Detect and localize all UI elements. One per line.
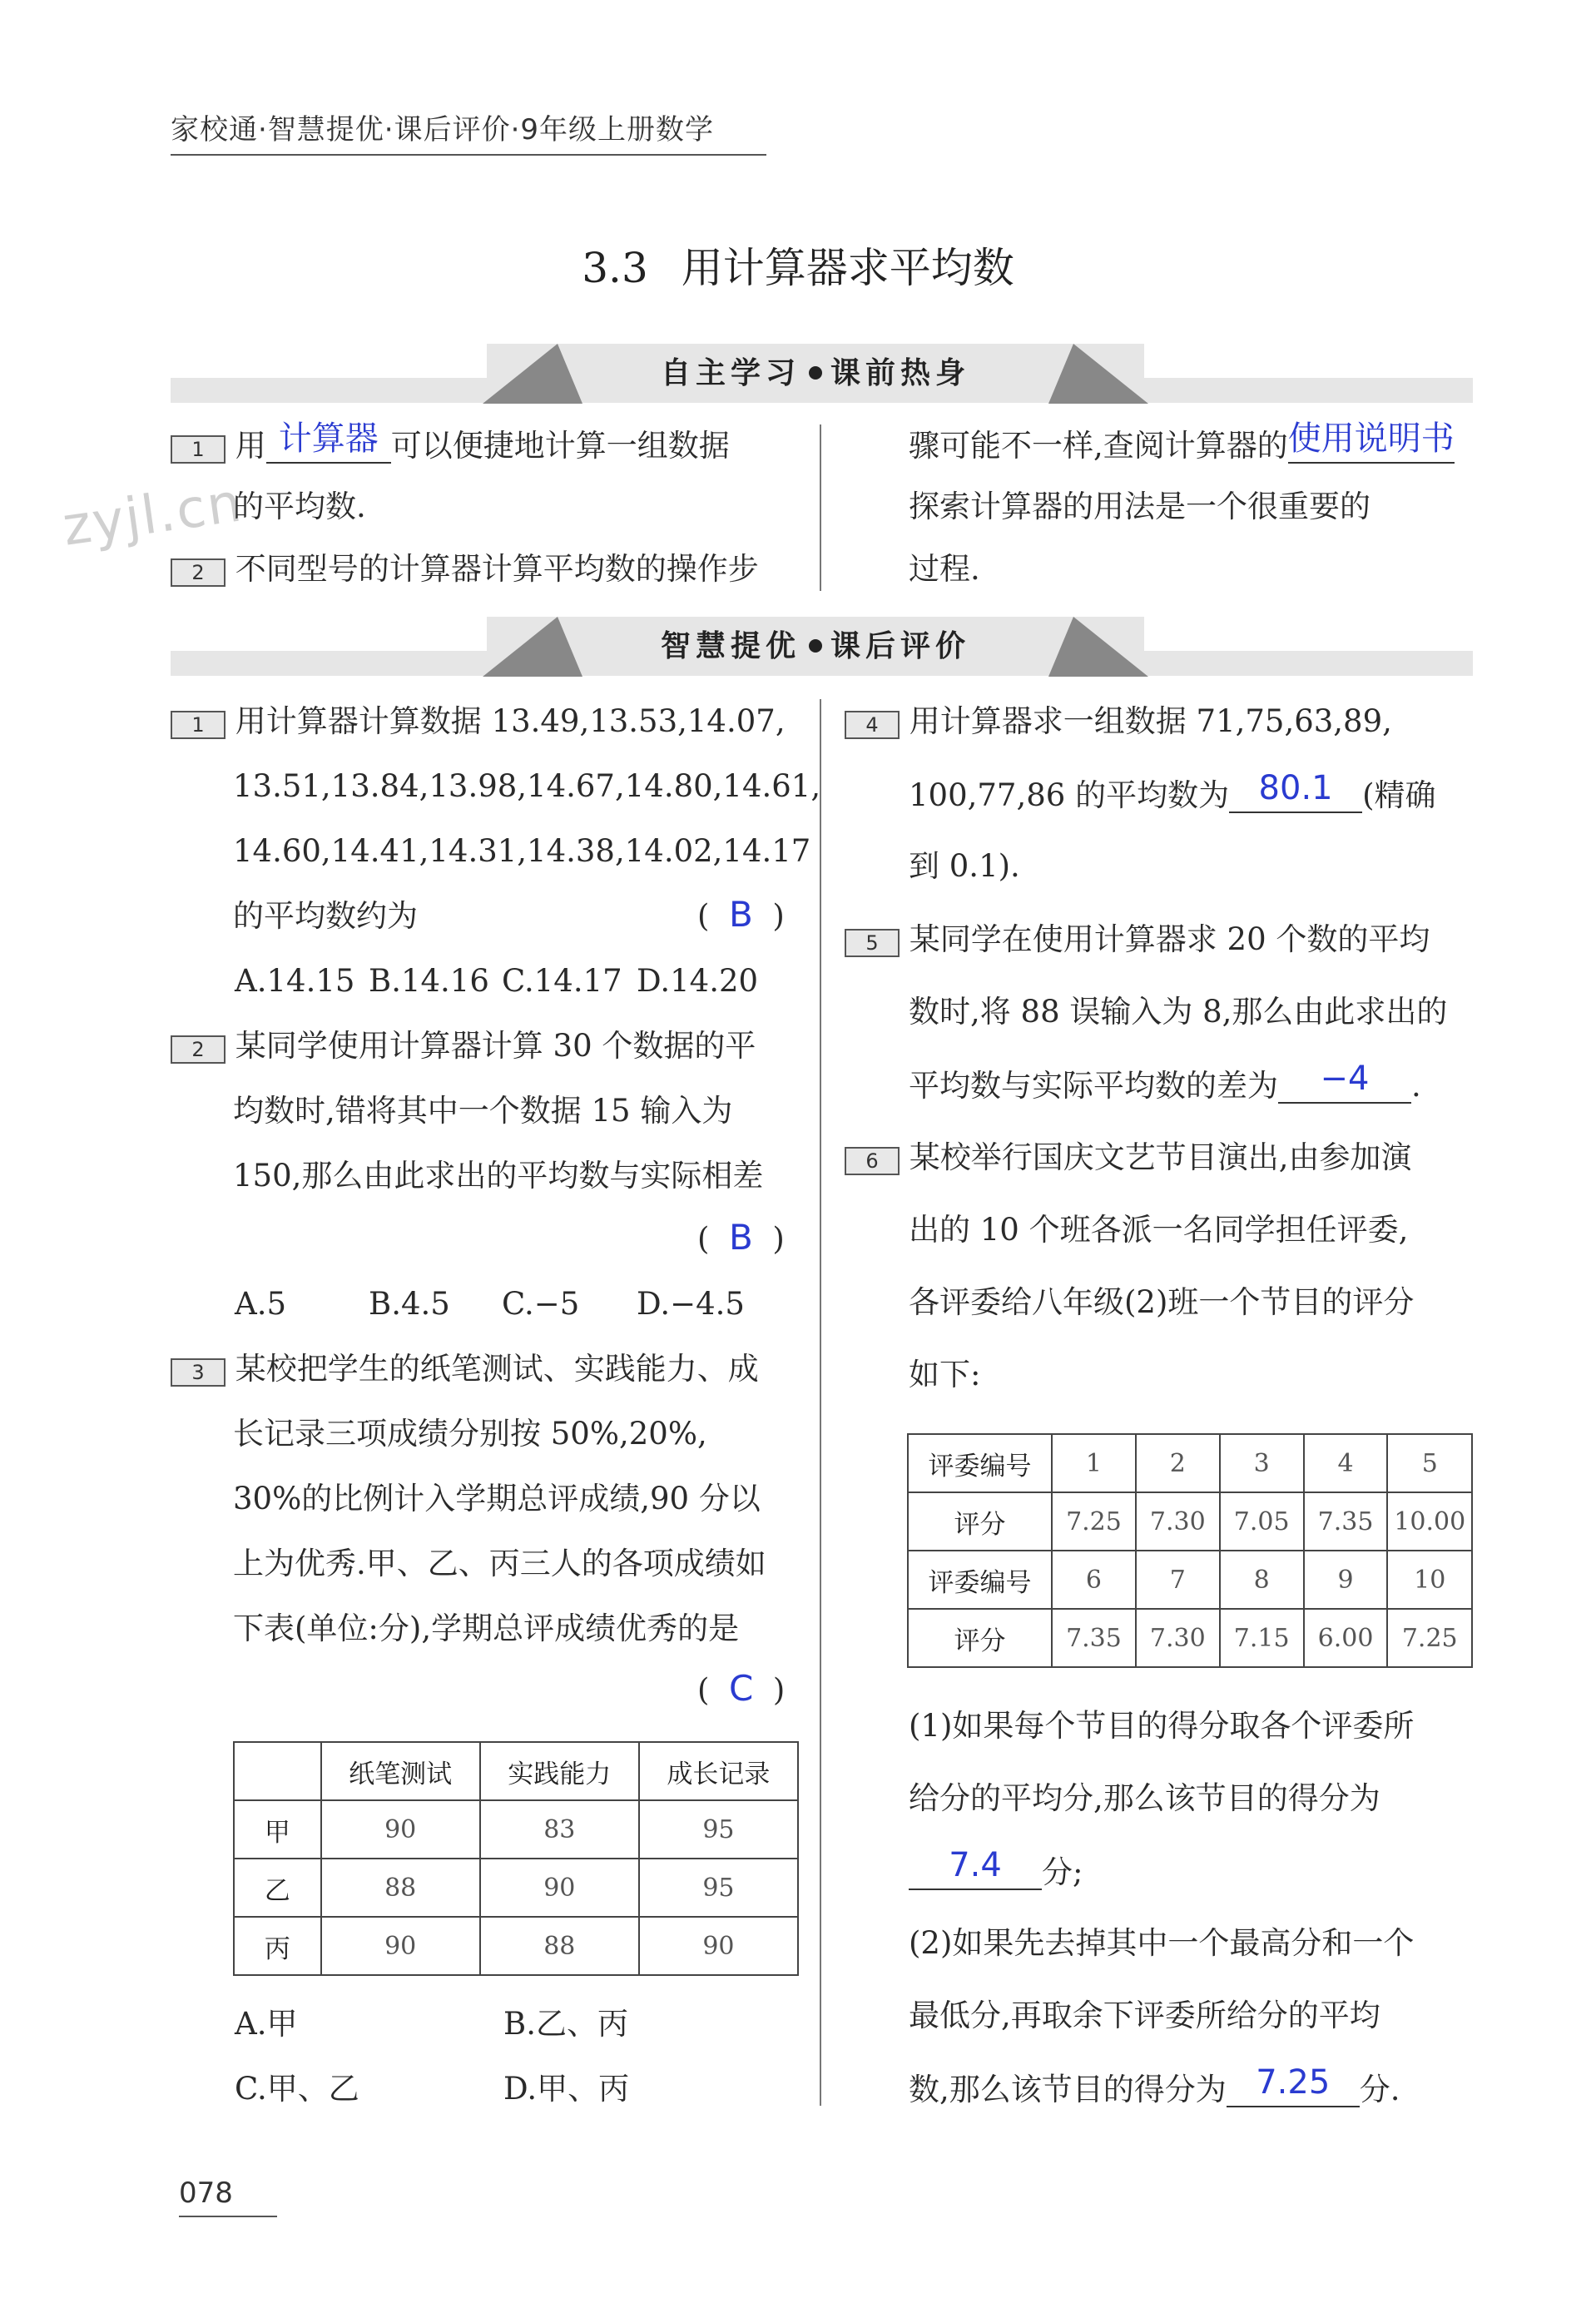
s1-q2-line4: 过程. <box>909 551 980 587</box>
q6-sub2-answer: 7.25 <box>1256 2063 1331 2102</box>
q6-sub1-post: 分; <box>1042 1854 1083 1890</box>
q6-sub1-blank <box>909 1846 1042 1890</box>
q4-line2 <box>909 769 1436 813</box>
q2-option-d: D.−4.5 <box>637 1286 745 1322</box>
q3-option-c: C.甲、乙 <box>235 2071 359 2107</box>
q5-post: . <box>1411 1068 1421 1104</box>
q1-line4: 的平均数约为 <box>233 898 418 934</box>
q4-line1 <box>845 703 1392 739</box>
band-2-label <box>483 623 1148 665</box>
q6-text-1: 某校举行国庆文艺节目演出,由参加演 <box>909 1139 1412 1175</box>
q3-th-3: 成长记录 <box>639 1742 798 1800</box>
q6-sub2-line3 <box>909 2063 1400 2107</box>
q2-line2: 均数时,错将其中一个数据 15 输入为 <box>233 1093 733 1129</box>
q1-option-d: D.14.20 <box>637 963 759 999</box>
q2-answer-paren: ( B ) <box>697 1217 785 1258</box>
q6-sub1-line2: 给分的平均分,那么该节目的得分为 <box>909 1780 1380 1816</box>
table-cell: 评委编号 <box>908 1434 1052 1492</box>
q6-sub2-line2: 最低分,再取余下评委所给分的平均 <box>909 1998 1380 2033</box>
q6-line3: 各评委给八年级(2)班一个节目的评分 <box>909 1284 1415 1320</box>
table-cell: 7.15 <box>1220 1609 1304 1667</box>
q5-pre: 平均数与实际平均数的差为 <box>909 1068 1278 1104</box>
q5-line3 <box>909 1060 1421 1104</box>
band-2-label-a: 智慧提优 <box>660 629 800 663</box>
q3-option-d: D.甲、丙 <box>503 2071 630 2107</box>
table-cell: 83 <box>480 1800 639 1859</box>
q4-text-1: 用计算器求一组数据 71,75,63,89, <box>909 703 1392 739</box>
q3-line3: 30%的比例计入学期总评成绩,90 分以 <box>233 1481 761 1516</box>
table-cell: 评委编号 <box>908 1551 1052 1609</box>
table-cell: 10 <box>1387 1551 1472 1609</box>
q6-sub1-line1: (1)如果每个节目的得分取各个评委所 <box>909 1708 1415 1744</box>
table-cell: 7.05 <box>1220 1492 1304 1551</box>
q2-option-b: B.4.5 <box>369 1286 450 1322</box>
table-cell: 7 <box>1136 1551 1220 1609</box>
q3-answer-paren: ( C ) <box>697 1668 786 1709</box>
table-cell: 7.25 <box>1052 1492 1136 1551</box>
table-cell: 乙 <box>234 1859 321 1917</box>
q4-post: (精确 <box>1362 777 1436 813</box>
q1-option-a: A.14.15 <box>235 963 355 999</box>
s1-q2-text: 不同型号的计算器计算平均数的操作步 <box>235 551 759 587</box>
section-number: 3.3 <box>582 244 648 292</box>
q5-answer: −4 <box>1320 1060 1370 1098</box>
q1-option-c: C.14.17 <box>502 963 622 999</box>
q1-line3: 14.60,14.41,14.31,14.38,14.02,14.17 <box>233 833 811 869</box>
q3-th-2: 实践能力 <box>480 1742 639 1800</box>
q6-line2: 出的 10 个班各派一名同学担任评委, <box>909 1212 1409 1248</box>
q2-answer: B <box>728 1217 753 1258</box>
q5-text-1: 某同学在使用计算器求 20 个数的平均 <box>909 921 1430 957</box>
s1-q2-line2 <box>909 419 1455 464</box>
table-cell: 评分 <box>908 1492 1052 1551</box>
q3-line5: 下表(单位:分),学期总评成绩优秀的是 <box>233 1611 740 1646</box>
q3-score-table <box>233 1741 799 1976</box>
header-rule <box>171 154 766 156</box>
table-cell: 7.30 <box>1136 1609 1220 1667</box>
q6-sub2-blank <box>1227 2063 1360 2107</box>
table-cell: 5 <box>1387 1434 1472 1492</box>
q6-line1 <box>845 1139 1412 1175</box>
q4-pre: 100,77,86 的平均数为 <box>909 777 1230 813</box>
table-cell: 6.00 <box>1304 1609 1388 1667</box>
section-title <box>0 235 1596 295</box>
s1-q2-pre: 骤可能不一样,查阅计算器的 <box>909 428 1288 464</box>
table-cell: 88 <box>480 1917 639 1975</box>
table-cell: 95 <box>639 1800 798 1859</box>
q1-line2: 13.51,13.84,13.98,14.67,14.80,14.61, <box>233 768 821 804</box>
q1-line1 <box>171 703 786 739</box>
table-cell: 7.25 <box>1387 1609 1472 1667</box>
q3-answer: C <box>728 1668 754 1709</box>
q4-line3: 到 0.1). <box>909 848 1020 884</box>
page-number-rule <box>179 2216 277 2217</box>
table-cell: 88 <box>321 1859 480 1917</box>
table-cell: 90 <box>321 1917 480 1975</box>
table-cell: 7.30 <box>1136 1492 1220 1551</box>
q2-option-a: A.5 <box>235 1286 287 1322</box>
q3-th-1: 纸笔测试 <box>321 1742 480 1800</box>
table-cell: 90 <box>639 1917 798 1975</box>
table-cell: 2 <box>1136 1434 1220 1492</box>
band-1-label-a: 自主学习 <box>660 356 800 390</box>
s1-q1-line1 <box>171 419 730 464</box>
q6-sub1-line3 <box>909 1846 1083 1890</box>
s1-q2-line3: 探索计算器的用法是一个很重要的 <box>909 489 1370 524</box>
q1-answer-paren: ( B ) <box>697 894 785 935</box>
band-1-label-b: 课前热身 <box>830 356 971 390</box>
band-1-label <box>483 350 1148 392</box>
table-cell: 4 <box>1304 1434 1388 1492</box>
table-cell: 甲 <box>234 1800 321 1859</box>
watermark: zyjl.cn <box>58 472 247 558</box>
q3-option-a: A.甲 <box>235 2006 298 2042</box>
s1-q1-line2: 的平均数. <box>233 489 366 524</box>
q3-text-1: 某校把学生的纸笔测试、实践能力、成 <box>235 1351 759 1387</box>
question-number: 1 <box>171 711 226 739</box>
q3-line2: 长记录三项成绩分别按 50%,20%, <box>233 1416 707 1452</box>
table-cell: 3 <box>1220 1434 1304 1492</box>
table-cell: 90 <box>480 1859 639 1917</box>
question-number: 2 <box>171 1035 226 1064</box>
question-number: 2 <box>171 558 226 587</box>
table-cell: 丙 <box>234 1917 321 1975</box>
s1-q2-answer: 使用说明书 <box>1287 419 1455 458</box>
q1-answer: B <box>728 894 753 935</box>
q5-line1 <box>845 921 1430 957</box>
q2-line1 <box>171 1030 756 1064</box>
bullet-dot-icon <box>809 639 822 653</box>
table-cell: 10.00 <box>1387 1492 1472 1551</box>
s1-q1-answer: 计算器 <box>278 419 379 458</box>
q6-judge-table <box>907 1433 1473 1668</box>
q5-line2: 数时,将 88 误输入为 8,那么由此求出的 <box>909 994 1448 1030</box>
q6-sub2-line1: (2)如果先去掉其中一个最高分和一个 <box>909 1925 1415 1961</box>
s1-q1-pre: 用 <box>235 428 266 464</box>
page-number: 078 <box>179 2176 233 2210</box>
table-cell: 9 <box>1304 1551 1388 1609</box>
q1-text-1: 用计算器计算数据 13.49,13.53,14.07, <box>235 703 786 739</box>
q5-blank <box>1278 1060 1411 1104</box>
q3-th-0 <box>234 1742 321 1800</box>
band-2-label-b: 课后评价 <box>830 629 971 663</box>
table-cell: 6 <box>1052 1551 1136 1609</box>
q2-option-c: C.−5 <box>502 1286 580 1322</box>
question-number: 1 <box>171 435 226 464</box>
q1-option-b: B.14.16 <box>369 963 489 999</box>
s1-q2-blank <box>1287 419 1455 464</box>
table-cell: 90 <box>321 1800 480 1859</box>
s1-q1-blank <box>266 419 391 464</box>
table-cell: 8 <box>1220 1551 1304 1609</box>
question-number: 4 <box>845 711 900 739</box>
q2-line3: 150,那么由此求出的平均数与实际相差 <box>233 1158 764 1194</box>
q6-sub2-post: 分. <box>1359 2072 1400 2107</box>
table-cell: 评分 <box>908 1609 1052 1667</box>
q6-sub2-pre: 数,那么该节目的得分为 <box>909 2072 1227 2107</box>
q2-text-1: 某同学使用计算器计算 30 个数据的平 <box>235 1028 756 1064</box>
q3-line4: 上为优秀.甲、乙、丙三人的各项成绩如 <box>233 1546 766 1581</box>
s1-q1-post: 可以便捷地计算一组数据 <box>390 428 730 464</box>
column-divider <box>820 699 821 2106</box>
q3-line1 <box>171 1353 759 1387</box>
q3-option-b: B.乙、丙 <box>503 2006 628 2042</box>
q6-sub1-answer: 7.4 <box>949 1846 1002 1884</box>
question-number: 6 <box>845 1147 900 1175</box>
question-number: 5 <box>845 929 900 957</box>
table-cell: 1 <box>1052 1434 1136 1492</box>
table-cell: 95 <box>639 1859 798 1917</box>
q6-line4: 如下: <box>909 1357 981 1392</box>
table-cell: 7.35 <box>1052 1609 1136 1667</box>
q4-answer: 80.1 <box>1258 769 1333 807</box>
question-number: 3 <box>171 1358 226 1387</box>
q4-blank <box>1229 769 1362 813</box>
s1-q2-line1 <box>171 553 759 587</box>
running-header: 家校通·智慧提优·课后评价·9年级上册数学 <box>171 113 715 146</box>
table-cell: 7.35 <box>1304 1492 1388 1551</box>
bullet-dot-icon <box>809 366 822 380</box>
column-divider <box>820 424 821 591</box>
section-title-text: 用计算器求平均数 <box>681 244 1014 292</box>
